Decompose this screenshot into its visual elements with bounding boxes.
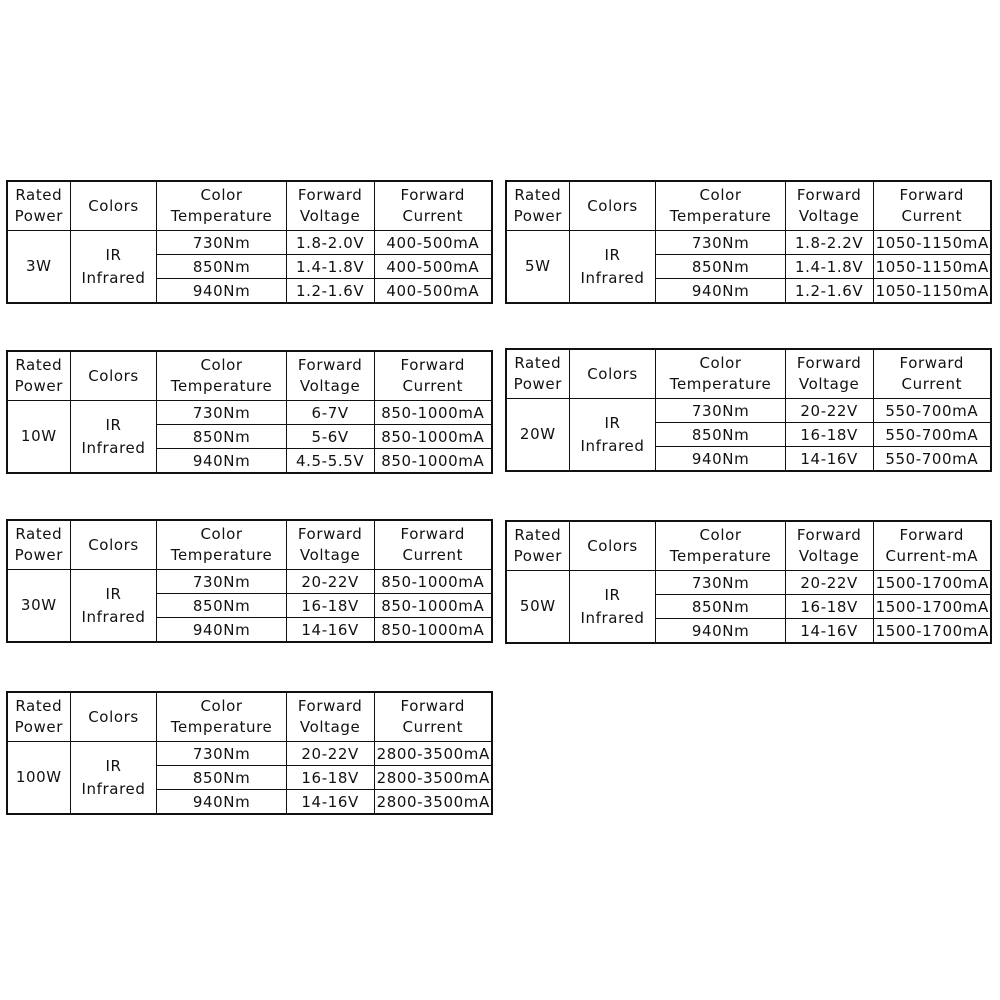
header-text: Power — [14, 546, 63, 564]
spec-table-5w — [505, 180, 992, 304]
forward-voltage-value: 1.2-1.6V — [286, 279, 374, 304]
color-temperature-header — [656, 349, 785, 399]
header-text: Voltage — [299, 207, 361, 225]
header-text: Forward — [899, 354, 965, 372]
forward-voltage-header — [785, 181, 873, 231]
forward-current-header — [374, 181, 492, 231]
header-text: Forward — [297, 356, 363, 374]
spec-table-10w — [6, 350, 493, 474]
color-temperature-value: 940Nm — [656, 279, 785, 304]
header-text: Temperature — [170, 377, 273, 395]
forward-current-value: 2800-3500mA — [374, 742, 492, 766]
rated-power-value: 20W — [506, 399, 569, 472]
rated-power-header — [7, 351, 70, 401]
header-row — [7, 181, 492, 231]
rated-power-header — [7, 692, 70, 742]
forward-voltage-value: 16-18V — [286, 766, 374, 790]
forward-voltage-value: 16-18V — [286, 594, 374, 618]
color-temperature-value: 850Nm — [157, 766, 286, 790]
color-value — [70, 401, 157, 474]
header-text: Colors — [88, 366, 139, 385]
color-value — [569, 399, 656, 472]
header-row — [7, 692, 492, 742]
color-temperature-value: 940Nm — [157, 790, 286, 815]
color-name: Infrared — [81, 779, 146, 798]
header-text: Power — [14, 718, 63, 736]
color-code: IR — [105, 415, 122, 434]
header-row — [506, 349, 991, 399]
table-row — [506, 571, 991, 595]
header-text: Current — [901, 375, 963, 393]
color-temperature-value: 850Nm — [656, 423, 785, 447]
color-value — [569, 231, 656, 304]
table-row — [7, 231, 492, 255]
color-value — [70, 742, 157, 815]
color-temperature-value: 730Nm — [157, 570, 286, 594]
header-text: Current — [402, 718, 464, 736]
spec-table-20w — [505, 348, 992, 472]
forward-current-value: 1500-1700mA — [873, 595, 991, 619]
rated-power-header — [7, 181, 70, 231]
header-text: Colors — [88, 535, 139, 554]
colors-header — [70, 351, 157, 401]
color-temperature-value: 940Nm — [157, 618, 286, 643]
forward-voltage-value: 14-16V — [286, 790, 374, 815]
header-row — [7, 520, 492, 570]
table-row — [7, 401, 492, 425]
spec-table-3w — [6, 180, 493, 304]
header-text: Rated — [15, 186, 63, 204]
header-row — [506, 181, 991, 231]
header-text: Forward — [400, 186, 466, 204]
rated-power-value: 5W — [506, 231, 569, 304]
header-text: Forward — [899, 186, 965, 204]
rated-power-header — [506, 181, 569, 231]
forward-voltage-value: 14-16V — [286, 618, 374, 643]
header-text: Voltage — [299, 718, 361, 736]
color-temperature-value: 730Nm — [656, 399, 785, 423]
header-text: Rated — [514, 526, 562, 544]
header-text: Temperature — [170, 718, 273, 736]
header-text: Voltage — [798, 375, 860, 393]
forward-voltage-value: 5-6V — [286, 425, 374, 449]
color-temperature-value: 850Nm — [656, 595, 785, 619]
header-text: Voltage — [798, 207, 860, 225]
color-temperature-value: 730Nm — [656, 231, 785, 255]
color-temperature-header — [157, 351, 286, 401]
header-text: Forward — [400, 697, 466, 715]
header-text: Forward — [297, 697, 363, 715]
rated-power-header — [506, 521, 569, 571]
forward-current-value: 850-1000mA — [374, 618, 492, 643]
header-text: Temperature — [669, 207, 772, 225]
rated-power-value: 3W — [7, 231, 70, 304]
header-text: Color — [200, 525, 243, 543]
header-text: Colors — [88, 196, 139, 215]
forward-current-value: 1050-1150mA — [873, 255, 991, 279]
forward-voltage-value: 1.4-1.8V — [785, 255, 873, 279]
forward-current-value: 850-1000mA — [374, 570, 492, 594]
header-text: Temperature — [170, 207, 273, 225]
forward-current-value: 1050-1150mA — [873, 279, 991, 304]
header-text: Color — [200, 697, 243, 715]
colors-header — [70, 181, 157, 231]
forward-voltage-header — [286, 181, 374, 231]
forward-current-value: 1500-1700mA — [873, 619, 991, 644]
forward-current-value: 400-500mA — [374, 231, 492, 255]
forward-current-header — [873, 181, 991, 231]
color-temperature-value: 940Nm — [656, 447, 785, 472]
header-text: Colors — [587, 364, 638, 383]
header-text: Temperature — [669, 547, 772, 565]
forward-current-header — [873, 521, 991, 571]
rated-power-value: 10W — [7, 401, 70, 474]
forward-voltage-value: 14-16V — [785, 619, 873, 644]
header-text: Power — [14, 377, 63, 395]
color-name: Infrared — [81, 607, 146, 626]
header-text: Color — [699, 354, 742, 372]
color-temperature-value: 850Nm — [157, 255, 286, 279]
color-temperature-value: 850Nm — [157, 425, 286, 449]
forward-voltage-value: 4.5-5.5V — [286, 449, 374, 474]
header-text: Power — [513, 375, 562, 393]
table-row — [7, 570, 492, 594]
color-temperature-value: 940Nm — [157, 449, 286, 474]
table-row — [7, 742, 492, 766]
header-text: Colors — [88, 707, 139, 726]
rated-power-header — [7, 520, 70, 570]
forward-voltage-value: 20-22V — [785, 399, 873, 423]
header-text: Current — [901, 207, 963, 225]
forward-voltage-value: 1.8-2.2V — [785, 231, 873, 255]
color-temperature-value: 850Nm — [656, 255, 785, 279]
forward-voltage-header — [785, 521, 873, 571]
header-text: Temperature — [170, 546, 273, 564]
rated-power-value: 100W — [7, 742, 70, 815]
header-text: Rated — [15, 356, 63, 374]
forward-voltage-value: 16-18V — [785, 595, 873, 619]
forward-current-value: 850-1000mA — [374, 594, 492, 618]
color-name: Infrared — [580, 436, 645, 455]
header-text: Power — [14, 207, 63, 225]
color-code: IR — [604, 413, 621, 432]
color-temperature-header — [157, 692, 286, 742]
header-text: Colors — [587, 196, 638, 215]
header-text: Forward — [899, 526, 965, 544]
color-temperature-value: 730Nm — [656, 571, 785, 595]
header-text: Forward — [796, 354, 862, 372]
forward-current-value: 1050-1150mA — [873, 231, 991, 255]
forward-current-value: 850-1000mA — [374, 449, 492, 474]
spec-table-30w — [6, 519, 493, 643]
forward-voltage-value: 16-18V — [785, 423, 873, 447]
color-temperature-header — [157, 181, 286, 231]
forward-voltage-value: 6-7V — [286, 401, 374, 425]
rated-power-header — [506, 349, 569, 399]
forward-voltage-value: 20-22V — [286, 742, 374, 766]
header-text: Color — [699, 186, 742, 204]
header-text: Forward — [796, 186, 862, 204]
header-text: Forward — [297, 525, 363, 543]
forward-current-value: 550-700mA — [873, 447, 991, 472]
color-value — [70, 570, 157, 643]
header-text: Color — [200, 186, 243, 204]
forward-current-value: 2800-3500mA — [374, 766, 492, 790]
color-value — [569, 571, 656, 644]
header-text: Current — [402, 377, 464, 395]
colors-header — [569, 521, 656, 571]
color-temperature-value: 730Nm — [157, 231, 286, 255]
forward-voltage-header — [785, 349, 873, 399]
colors-header — [70, 692, 157, 742]
forward-current-header — [873, 349, 991, 399]
header-text: Colors — [587, 536, 638, 555]
forward-voltage-value: 14-16V — [785, 447, 873, 472]
table-row — [506, 231, 991, 255]
spec-table-50w — [505, 520, 992, 644]
header-text: Rated — [15, 697, 63, 715]
header-text: Current-mA — [885, 547, 979, 565]
forward-voltage-header — [286, 692, 374, 742]
color-temperature-value: 940Nm — [157, 279, 286, 304]
header-text: Voltage — [299, 377, 361, 395]
header-text: Rated — [514, 354, 562, 372]
header-text: Power — [513, 547, 562, 565]
color-name: Infrared — [580, 268, 645, 287]
forward-voltage-header — [286, 520, 374, 570]
color-temperature-value: 940Nm — [656, 619, 785, 644]
header-text: Forward — [400, 525, 466, 543]
forward-current-header — [374, 351, 492, 401]
header-text: Forward — [796, 526, 862, 544]
forward-voltage-header — [286, 351, 374, 401]
color-code: IR — [604, 585, 621, 604]
colors-header — [70, 520, 157, 570]
rated-power-value: 50W — [506, 571, 569, 644]
forward-current-value: 850-1000mA — [374, 425, 492, 449]
forward-current-value: 1500-1700mA — [873, 571, 991, 595]
forward-current-value: 550-700mA — [873, 399, 991, 423]
header-text: Current — [402, 546, 464, 564]
forward-voltage-value: 20-22V — [286, 570, 374, 594]
forward-voltage-value: 1.8-2.0V — [286, 231, 374, 255]
header-text: Forward — [400, 356, 466, 374]
colors-header — [569, 181, 656, 231]
forward-current-value: 400-500mA — [374, 255, 492, 279]
header-text: Rated — [15, 525, 63, 543]
forward-current-value: 550-700mA — [873, 423, 991, 447]
header-text: Rated — [514, 186, 562, 204]
color-value — [70, 231, 157, 304]
rated-power-value: 30W — [7, 570, 70, 643]
color-code: IR — [604, 245, 621, 264]
colors-header — [569, 349, 656, 399]
color-code: IR — [105, 245, 122, 264]
forward-current-value: 400-500mA — [374, 279, 492, 304]
forward-current-header — [374, 692, 492, 742]
header-text: Voltage — [299, 546, 361, 564]
forward-voltage-value: 1.2-1.6V — [785, 279, 873, 304]
header-text: Power — [513, 207, 562, 225]
forward-current-value: 2800-3500mA — [374, 790, 492, 815]
color-name: Infrared — [580, 608, 645, 627]
forward-current-value: 850-1000mA — [374, 401, 492, 425]
header-text: Forward — [297, 186, 363, 204]
color-temperature-header — [157, 520, 286, 570]
color-name: Infrared — [81, 268, 146, 287]
header-text: Voltage — [798, 547, 860, 565]
header-text: Color — [699, 526, 742, 544]
color-temperature-header — [656, 521, 785, 571]
color-temperature-value: 730Nm — [157, 401, 286, 425]
spec-table-100w — [6, 691, 493, 815]
header-text: Temperature — [669, 375, 772, 393]
color-temperature-value: 730Nm — [157, 742, 286, 766]
forward-voltage-value: 1.4-1.8V — [286, 255, 374, 279]
color-temperature-value: 850Nm — [157, 594, 286, 618]
header-row — [506, 521, 991, 571]
header-text: Color — [200, 356, 243, 374]
table-row — [506, 399, 991, 423]
color-name: Infrared — [81, 438, 146, 457]
header-row — [7, 351, 492, 401]
forward-voltage-value: 20-22V — [785, 571, 873, 595]
color-code: IR — [105, 584, 122, 603]
header-text: Current — [402, 207, 464, 225]
forward-current-header — [374, 520, 492, 570]
color-code: IR — [105, 756, 122, 775]
color-temperature-header — [656, 181, 785, 231]
